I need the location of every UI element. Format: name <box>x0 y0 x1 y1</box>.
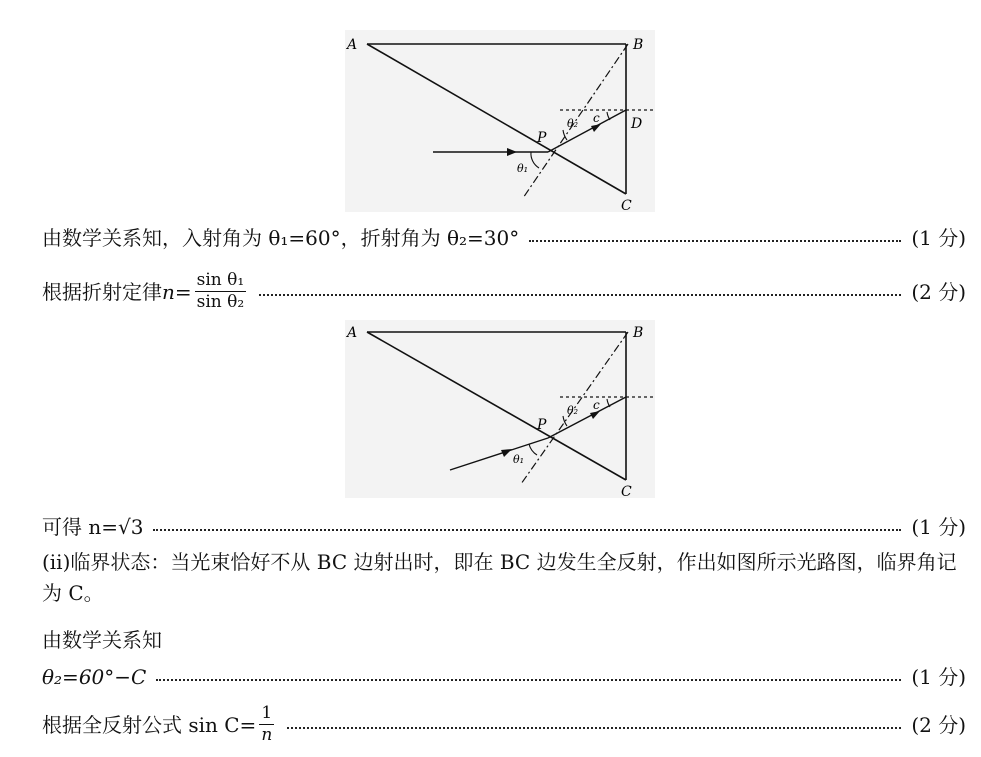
line4-score: (1 分) <box>911 665 966 689</box>
label-theta1: θ₁ <box>517 162 529 175</box>
label-b: B <box>633 37 644 53</box>
label-p: P <box>537 130 547 146</box>
critical-state-paragraph: (ⅱ)临界状态：当光束恰好不从 BC 边射出时，即在 BC 边发生全反射，作出如图所示光路图，临界角记为 C。 <box>42 550 957 605</box>
prism-diagram-2 <box>345 320 655 498</box>
incident-arrow <box>507 148 517 156</box>
label-c-angle: c <box>593 111 600 125</box>
figure-2 <box>345 320 655 498</box>
line-theta2-relation <box>42 660 966 694</box>
label-theta1: θ₁ <box>513 453 525 466</box>
line3-score: (1 分) <box>911 515 966 539</box>
line2-eq: n= <box>162 280 192 304</box>
label-d: D <box>631 116 643 132</box>
line-refraction-law <box>42 270 966 314</box>
line-total-reflection <box>42 700 966 750</box>
math-relation-text: 由数学关系知 <box>42 628 162 652</box>
line-incidence-angles <box>42 221 966 255</box>
edge-ac <box>367 332 626 480</box>
line1-text: 由数学关系知，入射角为 θ₁=60°，折射角为 θ₂=30° <box>42 226 520 250</box>
dot-leader <box>529 240 901 242</box>
dot-leader <box>153 529 901 531</box>
fraction-sin <box>195 272 247 312</box>
label-a: A <box>347 37 358 53</box>
refracted-ray <box>548 397 626 438</box>
label-theta2: θ₂ <box>567 404 579 417</box>
refracted-arrow <box>591 124 601 132</box>
fraction-numerator: sin θ₁ <box>196 270 245 291</box>
label-c: C <box>621 484 632 498</box>
line5-prefix: 根据全反射公式 sin C= <box>42 713 257 737</box>
edge-ac <box>367 44 626 194</box>
line5-score: (2 分) <box>911 713 966 737</box>
line2-score: (2 分) <box>911 280 966 304</box>
label-a: A <box>347 325 358 341</box>
label-b: B <box>633 325 644 341</box>
fraction-denominator: n <box>261 725 273 745</box>
dot-leader <box>156 679 901 681</box>
line3-text: 可得 n=√3 <box>42 515 144 539</box>
label-theta2: θ₂ <box>567 117 579 130</box>
fraction-denominator: sin θ₂ <box>196 292 245 312</box>
prism-diagram-1 <box>345 30 655 212</box>
refracted-arrow <box>590 411 600 419</box>
line1-score: (1 分) <box>911 226 966 250</box>
fraction-numerator: 1 <box>261 703 273 724</box>
incident-ray <box>450 438 548 470</box>
dot-leader <box>287 727 901 729</box>
incident-arrow <box>501 449 512 457</box>
label-p: P <box>537 417 547 433</box>
refracted-ray <box>548 110 626 152</box>
line4-text: θ₂=60°−C <box>42 665 147 689</box>
line2-prefix: 根据折射定律 <box>42 280 162 304</box>
arc-theta1 <box>531 152 539 168</box>
label-c-angle: c <box>593 398 600 412</box>
fraction-one-over-n <box>259 705 274 745</box>
label-c: C <box>621 198 632 212</box>
arc-theta1 <box>529 444 537 455</box>
dot-leader <box>259 294 901 296</box>
line-result-n <box>42 510 966 544</box>
figure-1 <box>345 30 655 212</box>
